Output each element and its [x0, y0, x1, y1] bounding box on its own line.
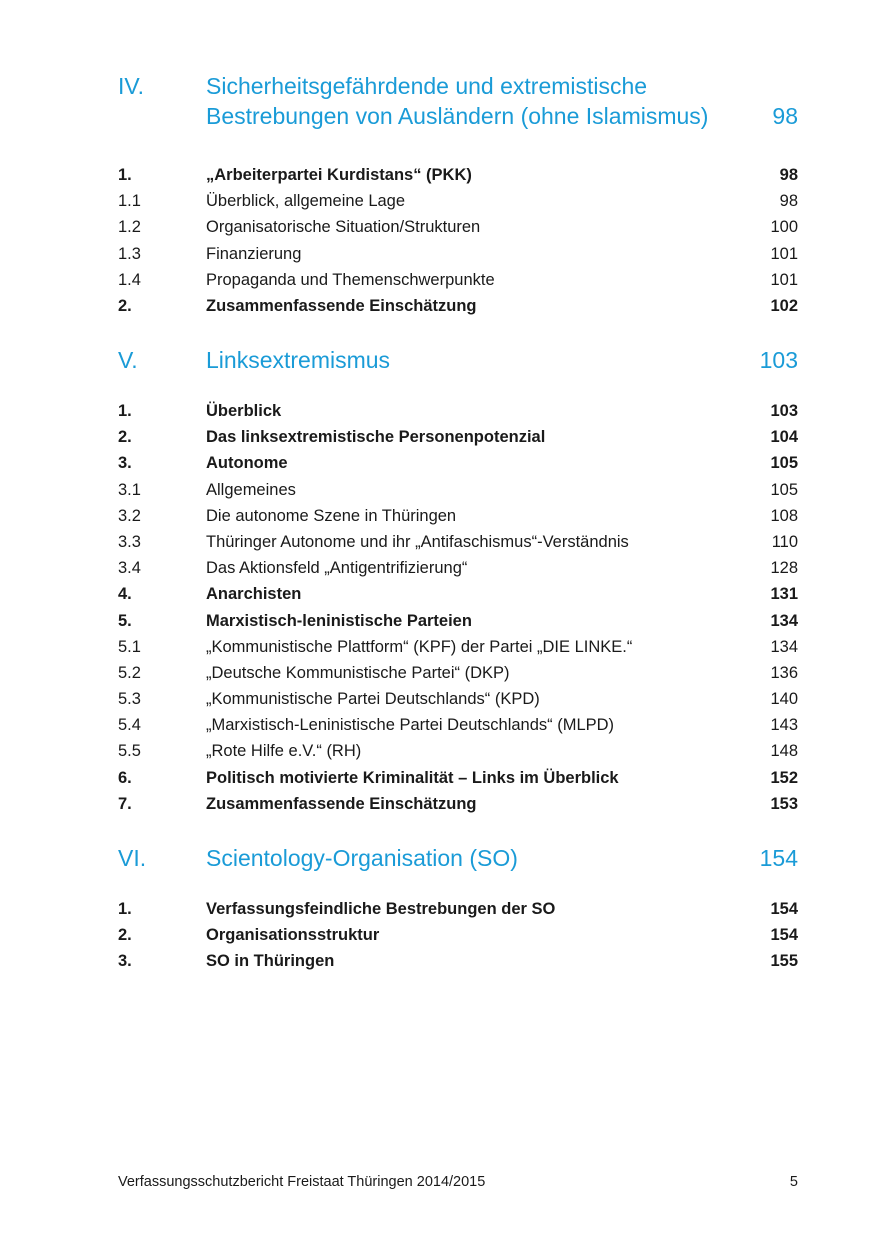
- entry-number: 4.: [118, 585, 132, 604]
- entry-page-number: 128: [770, 559, 798, 578]
- entry-title: SO in Thüringen: [206, 952, 335, 971]
- chapter-title: Sicherheitsgefährdende und extremistische Bestrebungen von Ausländern (ohne Islamismus): [206, 73, 709, 129]
- entry-title: „Rote Hilfe e.V.“ (RH): [206, 742, 362, 761]
- entry-page-number: 134: [770, 611, 798, 630]
- entry-number: 2.: [118, 296, 132, 315]
- entry-title: Das linksextremistische Personenpotenzial: [206, 428, 546, 447]
- entry-number: 1.: [118, 402, 132, 420]
- entry-title: Allgemeines: [206, 480, 296, 499]
- entry-page-number: 105: [770, 454, 798, 473]
- entry-page-number: 155: [770, 952, 798, 971]
- toc-entry: [118, 241, 798, 267]
- chapter-heading-v: [118, 345, 798, 375]
- toc-entry: [118, 293, 798, 319]
- chapter-title: Linksextremismus: [206, 347, 391, 373]
- entry-title: Finanzierung: [206, 244, 302, 263]
- entry-page-number: 104: [770, 428, 798, 447]
- entry-title: Zusammenfassende Einschätzung: [206, 794, 477, 813]
- entry-title: „Kommunistische Partei Deutschlands“ (KPD): [206, 690, 540, 709]
- toc-entry: [118, 712, 798, 738]
- chapter-number: IV.: [118, 73, 145, 99]
- entry-number: 3.2: [118, 506, 141, 525]
- entry-number: 1.2: [118, 218, 141, 237]
- entry-title: Politisch motivierte Kriminalität – Links im Überblick: [206, 768, 619, 787]
- toc-entry: [118, 660, 798, 686]
- toc-entry: [118, 267, 798, 293]
- entry-page-number: 101: [770, 270, 798, 289]
- toc-entry: [118, 424, 798, 450]
- entry-page-number: 98: [779, 166, 798, 184]
- toc-entry: [118, 738, 798, 764]
- chapter-page-number: 98: [772, 103, 798, 129]
- entry-number: 7.: [118, 794, 132, 813]
- entry-number: 2.: [118, 926, 132, 945]
- entry-page-number: 154: [770, 900, 798, 918]
- entry-title: „Kommunistische Plattform“ (KPF) der Partei „DIE LINKE.“: [206, 637, 633, 656]
- entry-number: 1.: [118, 900, 132, 918]
- footer-text: Verfassungsschutzbericht Freistaat Thüringen 2014/2015: [118, 1174, 486, 1190]
- toc-entry: [118, 503, 798, 529]
- entry-number: 1.1: [118, 192, 141, 211]
- entry-number: 3.: [118, 454, 132, 473]
- chapter-page-number: 154: [759, 845, 798, 871]
- entry-number: 5.1: [118, 637, 141, 656]
- toc-entry: [118, 214, 798, 240]
- entry-number: 3.3: [118, 532, 141, 551]
- entry-page-number: 98: [779, 192, 798, 211]
- entry-title: Thüringer Autonome und ihr „Antifaschismus“-Verständnis: [206, 532, 629, 551]
- entry-page-number: 110: [771, 532, 798, 551]
- toc-entries-vi: [118, 896, 798, 975]
- toc-entry: [118, 581, 798, 607]
- entry-number: 5.4: [118, 716, 141, 735]
- page-footer: [118, 1172, 798, 1192]
- entry-number: 5.5: [118, 742, 141, 761]
- entry-page-number: 101: [770, 244, 798, 263]
- toc-entry: [118, 765, 798, 791]
- entry-title: Das Aktionsfeld „Antigentrifizierung“: [206, 559, 468, 578]
- chapter-number: VI.: [118, 845, 147, 871]
- entry-number: 3.1: [118, 480, 141, 499]
- entry-title: Propaganda und Themenschwerpunkte: [206, 270, 495, 289]
- entry-number: 3.: [118, 952, 132, 971]
- entry-page-number: 140: [770, 690, 798, 709]
- chapter-number: V.: [118, 347, 138, 373]
- entry-title: „Arbeiterpartei Kurdistans“ (PKK): [206, 166, 472, 184]
- toc-entry: [118, 450, 798, 476]
- entry-title: Autonome: [206, 454, 288, 473]
- entry-number: 1.4: [118, 270, 141, 289]
- toc-entry: [118, 529, 798, 555]
- toc-entry: [118, 398, 798, 424]
- toc-entry: [118, 922, 798, 948]
- entry-page-number: 152: [770, 768, 798, 787]
- entry-page-number: 102: [770, 296, 798, 315]
- entry-number: 5.3: [118, 690, 141, 709]
- entry-page-number: 136: [770, 663, 798, 682]
- chapter-heading-iv: [118, 71, 798, 131]
- entry-title: Anarchisten: [206, 585, 302, 604]
- entry-number: 2.: [118, 428, 132, 447]
- entry-title: Organisationsstruktur: [206, 926, 380, 945]
- entry-page-number: 134: [770, 637, 798, 656]
- entry-number: 5.2: [118, 663, 141, 682]
- toc-entry: [118, 634, 798, 660]
- entry-number: 5.: [118, 611, 132, 630]
- entry-title: Organisatorische Situation/Strukturen: [206, 218, 481, 237]
- entry-page-number: 103: [770, 402, 798, 420]
- entry-page-number: 105: [770, 480, 798, 499]
- chapter-heading-vi: [118, 843, 798, 873]
- entry-page-number: 148: [770, 742, 798, 761]
- chapter-title: Scientology-Organisation (SO): [206, 845, 518, 871]
- toc-entry: [118, 188, 798, 214]
- entry-page-number: 131: [770, 585, 798, 604]
- toc-entry: [118, 608, 798, 634]
- chapter-page-number: 103: [759, 347, 798, 373]
- entry-page-number: 108: [770, 506, 798, 525]
- entry-page-number: 100: [770, 218, 798, 237]
- entry-number: 6.: [118, 768, 132, 787]
- entry-title: „Marxistisch-Leninistische Partei Deutschlands“ (MLPD): [206, 716, 615, 735]
- toc-entry: [118, 686, 798, 712]
- entry-title: Zusammenfassende Einschätzung: [206, 296, 477, 315]
- toc-entries-iv: [118, 162, 798, 319]
- entry-page-number: 154: [770, 926, 798, 945]
- toc-entry: [118, 477, 798, 503]
- entry-page-number: 143: [770, 716, 798, 735]
- entry-page-number: 153: [770, 794, 798, 813]
- entry-title: „Deutsche Kommunistische Partei“ (DKP): [206, 663, 510, 682]
- toc-entry: [118, 948, 798, 974]
- toc-entry: [118, 162, 798, 188]
- entry-title: Marxistisch-leninistische Parteien: [206, 611, 472, 630]
- toc-entry: [118, 896, 798, 922]
- footer-page-number: 5: [789, 1174, 798, 1190]
- entry-number: 3.4: [118, 559, 141, 578]
- entry-title: Überblick, allgemeine Lage: [206, 192, 406, 211]
- toc-entries-v: [118, 398, 798, 817]
- entry-number: 1.3: [118, 244, 141, 263]
- entry-title: Die autonome Szene in Thüringen: [206, 506, 457, 525]
- entry-title: Überblick: [206, 402, 282, 420]
- toc-entry: [118, 791, 798, 817]
- entry-number: 1.: [118, 166, 132, 184]
- toc-entry: [118, 555, 798, 581]
- entry-title: Verfassungsfeindliche Bestrebungen der SO: [206, 900, 556, 918]
